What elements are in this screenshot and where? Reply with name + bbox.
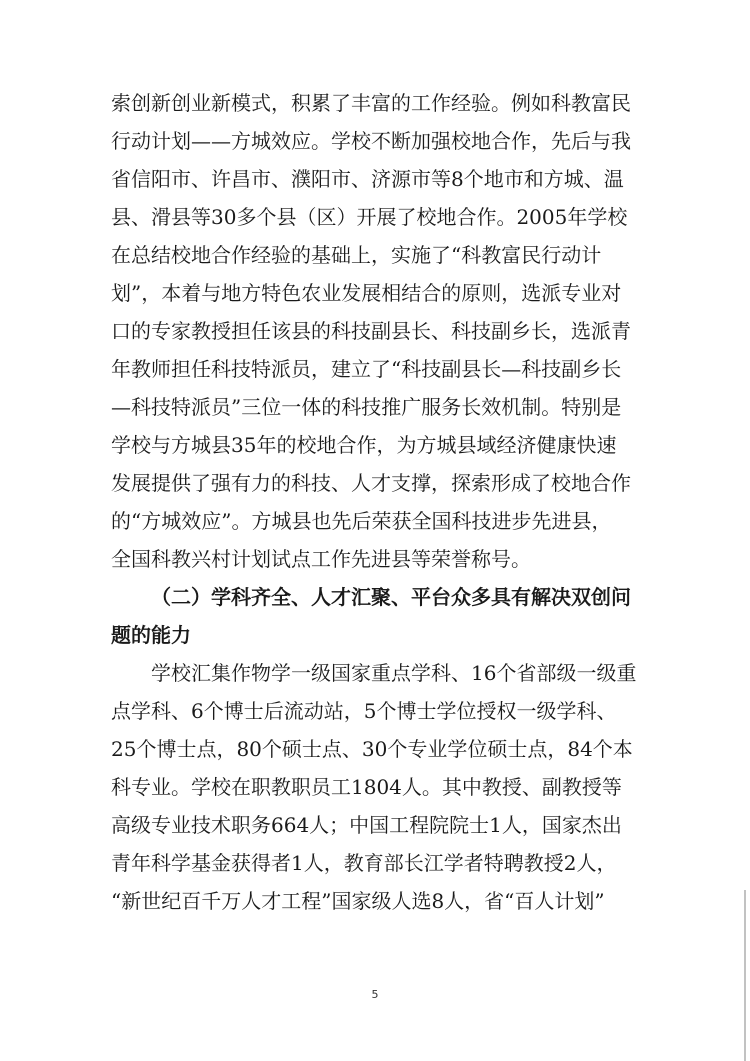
text-line: 县、滑县等30多个县（区）开展了校地合作。2005年学校	[111, 205, 628, 229]
paragraph-1	[111, 84, 651, 578]
page-number: 5	[371, 988, 379, 1001]
text-line: 学校与方城县35年的校地合作，为方城县域经济健康快速	[111, 433, 617, 457]
text-line: 索创新创业新模式，积累了丰富的工作经验。例如科教富民	[111, 91, 631, 115]
text-line: 划”，本着与地方特色农业发展相结合的原则，选派专业对	[111, 281, 622, 305]
heading-line: （二）学科齐全、人才汇聚、平台众多具有解决双创问	[151, 585, 631, 609]
scan-edge-line	[744, 890, 746, 1061]
text-line: 行动计划——方城效应。学校不断加强校地合作，先后与我	[111, 129, 631, 153]
text-line: —科技特派员”三位一体的科技推广服务长效机制。特别是	[111, 395, 622, 419]
text-line: 科专业。学校在职教职员工1804人。其中教授、副教授等	[111, 775, 622, 799]
text-line: 发展提供了强有力的科技、人才支撑，探索形成了校地合作	[111, 471, 631, 495]
section-heading	[111, 578, 651, 654]
heading-line: 题的能力	[111, 623, 191, 647]
text-line: 学校汇集作物学一级国家重点学科、16个省部级一级重	[151, 661, 637, 685]
text-line: 在总结校地合作经验的基础上，实施了“科教富民行动计	[111, 243, 602, 267]
text-line: 高级专业技术职务664人；中国工程院院士1人，国家杰出	[111, 813, 622, 837]
text-line: 25个博士点，80个硕士点、30个专业学位硕士点，84个本	[111, 737, 633, 761]
text-line: 口的专家教授担任该县的科技副县长、科技副乡长，选派青	[111, 319, 631, 343]
text-line: “新世纪百千万人才工程”国家级人选8人，省“百人计划”	[111, 889, 605, 913]
text-line: 点学科、6个博士后流动站，5个博士学位授权一级学科、	[111, 699, 617, 723]
text-line: 的“方城效应”。方城县也先后荣获全国科技进步先进县，	[111, 509, 612, 533]
body-text	[111, 84, 651, 920]
text-line: 省信阳市、许昌市、濮阳市、济源市等8个地市和方城、温	[111, 167, 624, 191]
text-line: 年教师担任科技特派员，建立了“科技副县长—科技副乡长	[111, 357, 622, 381]
text-line: 全国科教兴村计划试点工作先进县等荣誉称号。	[111, 547, 531, 571]
paragraph-2	[111, 654, 651, 920]
text-line: 青年科学基金获得者1人，教育部长江学者特聘教授2人，	[111, 851, 617, 875]
